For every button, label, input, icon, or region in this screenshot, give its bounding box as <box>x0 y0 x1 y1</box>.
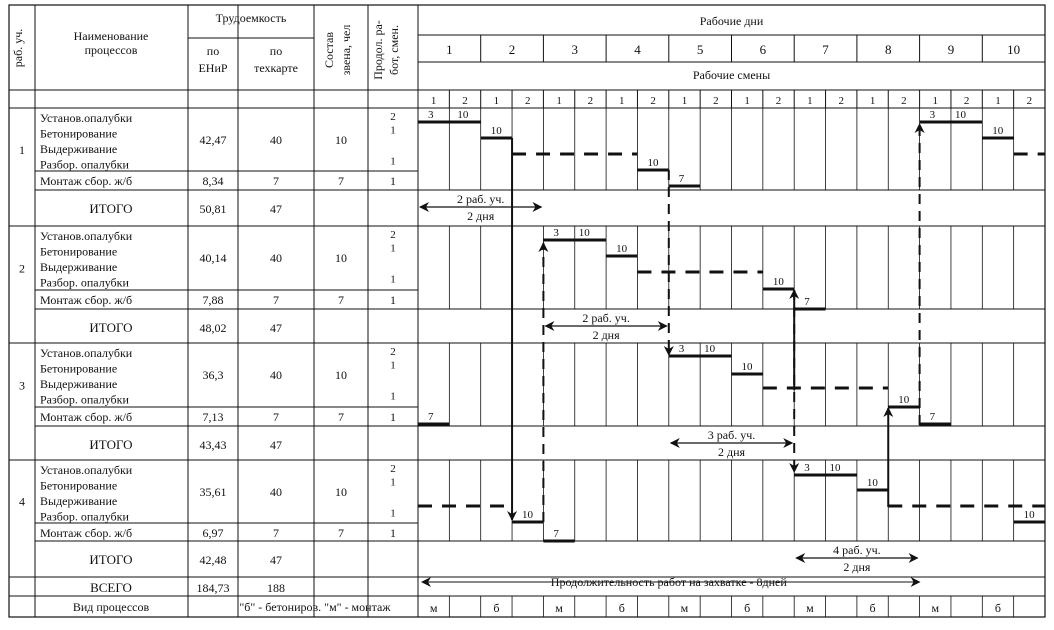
bar-crew-label: 10 <box>578 227 590 239</box>
labor-enir-header: по <box>206 44 220 58</box>
process-name: Установ.опалубки <box>40 229 133 243</box>
bar-crew-label: 10 <box>522 509 534 521</box>
process-name: Установ.опалубки <box>40 463 133 477</box>
shift-number: 1 <box>932 95 939 107</box>
labor-enir-header: ЕНиР <box>198 61 228 75</box>
process-kind: б <box>493 601 500 615</box>
process-duration: 1 <box>390 124 396 137</box>
process-name: Бетонирование <box>40 361 118 376</box>
shift-number: 1 <box>430 95 437 107</box>
total-enir-value: 43,43 <box>199 438 227 452</box>
labor-enir-value: 36,3 <box>202 368 224 382</box>
process-duration: 1 <box>390 155 396 168</box>
process-duration: 1 <box>390 476 396 489</box>
process-kind: б <box>618 601 625 615</box>
mount-duration-value: 1 <box>390 293 396 307</box>
mount-card-value: 7 <box>273 410 279 424</box>
mount-process-name: Монтаж сбор. ж/б <box>40 293 133 307</box>
grand-total-card: 188 <box>267 581 285 595</box>
mount-crew-value: 7 <box>338 410 344 424</box>
bar-crew-label: 3 <box>678 343 685 355</box>
shift-number: 2 <box>587 95 594 107</box>
process-kind: м <box>555 601 563 615</box>
day-number: 3 <box>571 42 578 57</box>
shift-number: 1 <box>869 95 876 107</box>
total-label: ИТОГО <box>89 320 133 335</box>
span-days-label: 2 дня <box>717 445 746 459</box>
total-label: ИТОГО <box>89 552 133 567</box>
process-name-header: Наименование <box>73 29 149 43</box>
process-duration: 1 <box>390 242 396 255</box>
process-duration: 1 <box>390 359 396 372</box>
labor-card-value: 40 <box>270 368 282 382</box>
process-duration: 1 <box>390 507 396 520</box>
shift-number: 1 <box>556 95 562 107</box>
labor-enir-value: 35,61 <box>199 485 227 499</box>
process-name: Бетонирование <box>40 478 118 493</box>
total-enir-value: 50,81 <box>199 202 227 216</box>
mount-card-value: 7 <box>273 526 279 540</box>
shift-number: 1 <box>619 95 625 107</box>
bar-crew-label: 10 <box>772 276 784 288</box>
bar-crew-label: 7 <box>804 296 810 308</box>
day-number: 5 <box>696 42 704 57</box>
shift-number: 2 <box>650 95 656 107</box>
shift-number: 2 <box>963 95 970 107</box>
mount-duration-value: 1 <box>390 526 396 540</box>
bar-crew-label: 7 <box>929 411 936 423</box>
process-kind: м <box>806 601 814 615</box>
process-name: Разбор. опалубки <box>40 275 129 290</box>
span-days-label: 2 дня <box>592 328 620 342</box>
mount-process-name: Монтаж сбор. ж/б <box>40 526 133 540</box>
process-name: Бетонирование <box>40 126 118 141</box>
bar-crew-label: 10 <box>457 109 469 121</box>
process-duration: 1 <box>390 390 396 403</box>
labor-card-value: 40 <box>270 251 282 265</box>
crew-value: 10 <box>335 368 347 382</box>
grand-total-label: ВСЕГО <box>90 580 132 595</box>
shift-number: 2 <box>1026 95 1033 107</box>
bar-crew-label: 10 <box>704 343 716 355</box>
section-number-header: раб. уч. <box>11 28 25 68</box>
mount-process-name: Монтаж сбор. ж/б <box>40 410 133 424</box>
bar-crew-label: 3 <box>804 462 810 474</box>
mount-crew-value: 7 <box>338 293 344 307</box>
process-kind-legend: "б" - бетониров. "м" - монтаж <box>239 600 391 614</box>
span-label: 3 раб. уч. <box>707 428 756 442</box>
mount-duration-value: 1 <box>390 174 396 188</box>
bar-crew-label: 7 <box>678 173 685 185</box>
total-enir-value: 48,02 <box>199 321 227 335</box>
bar-crew-label: 10 <box>647 157 659 169</box>
process-name-header: процессов <box>84 43 138 57</box>
labor-card-value: 40 <box>270 133 282 147</box>
shift-number: 1 <box>681 95 688 107</box>
shift-number: 2 <box>524 95 531 107</box>
mount-crew-value: 7 <box>338 526 344 540</box>
day-number: 4 <box>634 42 641 57</box>
day-number: 1 <box>446 42 453 57</box>
mount-card-value: 7 <box>273 293 279 307</box>
bar-crew-label: 10 <box>741 361 753 373</box>
process-name: Разбор. опалубки <box>40 157 129 172</box>
bar-crew-label: 7 <box>553 528 559 540</box>
crew-value: 10 <box>335 485 347 499</box>
process-kind: б <box>869 601 876 615</box>
labor-enir-value: 40,14 <box>199 251 227 265</box>
day-number: 8 <box>885 42 892 57</box>
working-shifts-header: Рабочие смены <box>692 68 771 82</box>
mount-enir-value: 8,34 <box>202 174 224 188</box>
span-days-label: 2 дня <box>467 209 495 223</box>
crew-header: Состав <box>322 31 336 69</box>
bar-crew-label: 3 <box>929 109 936 121</box>
shift-number: 2 <box>838 95 844 107</box>
section-number: 3 <box>19 378 25 393</box>
grand-total-enir: 184,73 <box>196 581 230 595</box>
footer-label: Вид процессов <box>72 600 150 614</box>
duration-header: бот, смен. <box>387 25 401 75</box>
bar-crew-label: 10 <box>898 394 910 406</box>
span-label: 2 раб. уч. <box>582 311 630 325</box>
span-label: 4 раб. уч. <box>833 543 881 557</box>
working-days-header: Рабочие дни <box>699 14 764 28</box>
mount-enir-value: 7,88 <box>202 293 224 307</box>
bar-crew-label: 7 <box>428 411 434 423</box>
process-duration: 2 <box>390 111 396 123</box>
total-card-value: 47 <box>270 553 282 567</box>
labor-card-header: техкарте <box>254 61 298 75</box>
day-number: 10 <box>1007 42 1021 57</box>
bar-crew-label: 10 <box>1023 509 1035 521</box>
duration-note: Продолжительность работ на захватке - 8дней <box>550 575 787 589</box>
mount-card-value: 7 <box>273 174 279 188</box>
process-kind: м <box>931 601 940 615</box>
process-name: Выдерживание <box>40 377 118 391</box>
process-name: Разбор. опалубки <box>40 392 129 407</box>
shift-number: 1 <box>744 95 750 107</box>
bar-crew-label: 10 <box>866 477 878 489</box>
shift-number: 1 <box>807 95 813 107</box>
total-card-value: 47 <box>270 438 282 452</box>
process-kind: б <box>994 601 1002 615</box>
process-duration: 2 <box>390 463 396 475</box>
process-name: Разбор. опалубки <box>40 509 129 524</box>
process-kind: м <box>680 601 689 615</box>
labor-header: Трудоемкость <box>215 11 287 25</box>
bar-crew-label: 3 <box>553 227 559 239</box>
span-days-label: 2 дня <box>843 560 871 574</box>
day-number: 9 <box>947 42 955 57</box>
process-name: Выдерживание <box>40 494 118 508</box>
process-duration: 1 <box>390 273 396 286</box>
total-card-value: 47 <box>270 202 282 216</box>
span-label: 2 раб. уч. <box>456 192 505 206</box>
process-name: Бетонирование <box>40 244 118 259</box>
mount-enir-value: 7,13 <box>202 410 224 424</box>
shift-number: 2 <box>713 95 719 107</box>
day-number: 7 <box>822 42 829 57</box>
day-number: 6 <box>759 42 767 57</box>
day-number: 2 <box>508 42 516 57</box>
shift-number: 1 <box>995 95 1001 107</box>
duration-header: Продол. ра- <box>371 20 385 80</box>
section-number: 1 <box>19 143 25 157</box>
total-enir-value: 42,48 <box>199 553 227 567</box>
shift-number: 2 <box>462 95 468 107</box>
labor-enir-value: 42,47 <box>199 133 227 147</box>
process-duration: 2 <box>390 346 396 358</box>
mount-duration-value: 1 <box>390 410 396 424</box>
shift-number: 1 <box>493 95 500 107</box>
total-label: ИТОГО <box>89 201 133 216</box>
bar-crew-label: 10 <box>992 125 1004 137</box>
bar-crew-label: 10 <box>954 109 966 121</box>
section-number: 4 <box>19 494 25 509</box>
process-name: Установ.опалубки <box>40 346 133 360</box>
bar-crew-label: 10 <box>829 462 841 474</box>
mount-process-name: Монтаж сбор. ж/б <box>40 174 133 188</box>
crew-header: звена, чел <box>339 24 353 76</box>
mount-crew-value: 7 <box>338 174 344 188</box>
bar-crew-label: 10 <box>490 125 502 137</box>
total-label: ИТОГО <box>89 437 133 452</box>
section-number: 2 <box>19 261 25 276</box>
process-kind: б <box>744 601 751 615</box>
crew-value: 10 <box>335 251 347 265</box>
labor-card-header: по <box>269 44 283 58</box>
labor-card-value: 40 <box>270 485 282 499</box>
shift-number: 2 <box>775 95 782 107</box>
process-duration: 2 <box>390 229 396 241</box>
process-name: Установ.опалубки <box>40 111 133 125</box>
total-card-value: 47 <box>270 321 282 335</box>
process-name: Выдерживание <box>40 142 118 156</box>
mount-enir-value: 6,97 <box>202 526 224 540</box>
process-kind: м <box>429 601 438 615</box>
process-name: Выдерживание <box>40 260 118 274</box>
bar-crew-label: 3 <box>428 109 434 121</box>
bar-crew-label: 10 <box>616 243 628 255</box>
shift-number: 2 <box>901 95 907 107</box>
crew-value: 10 <box>335 133 347 147</box>
